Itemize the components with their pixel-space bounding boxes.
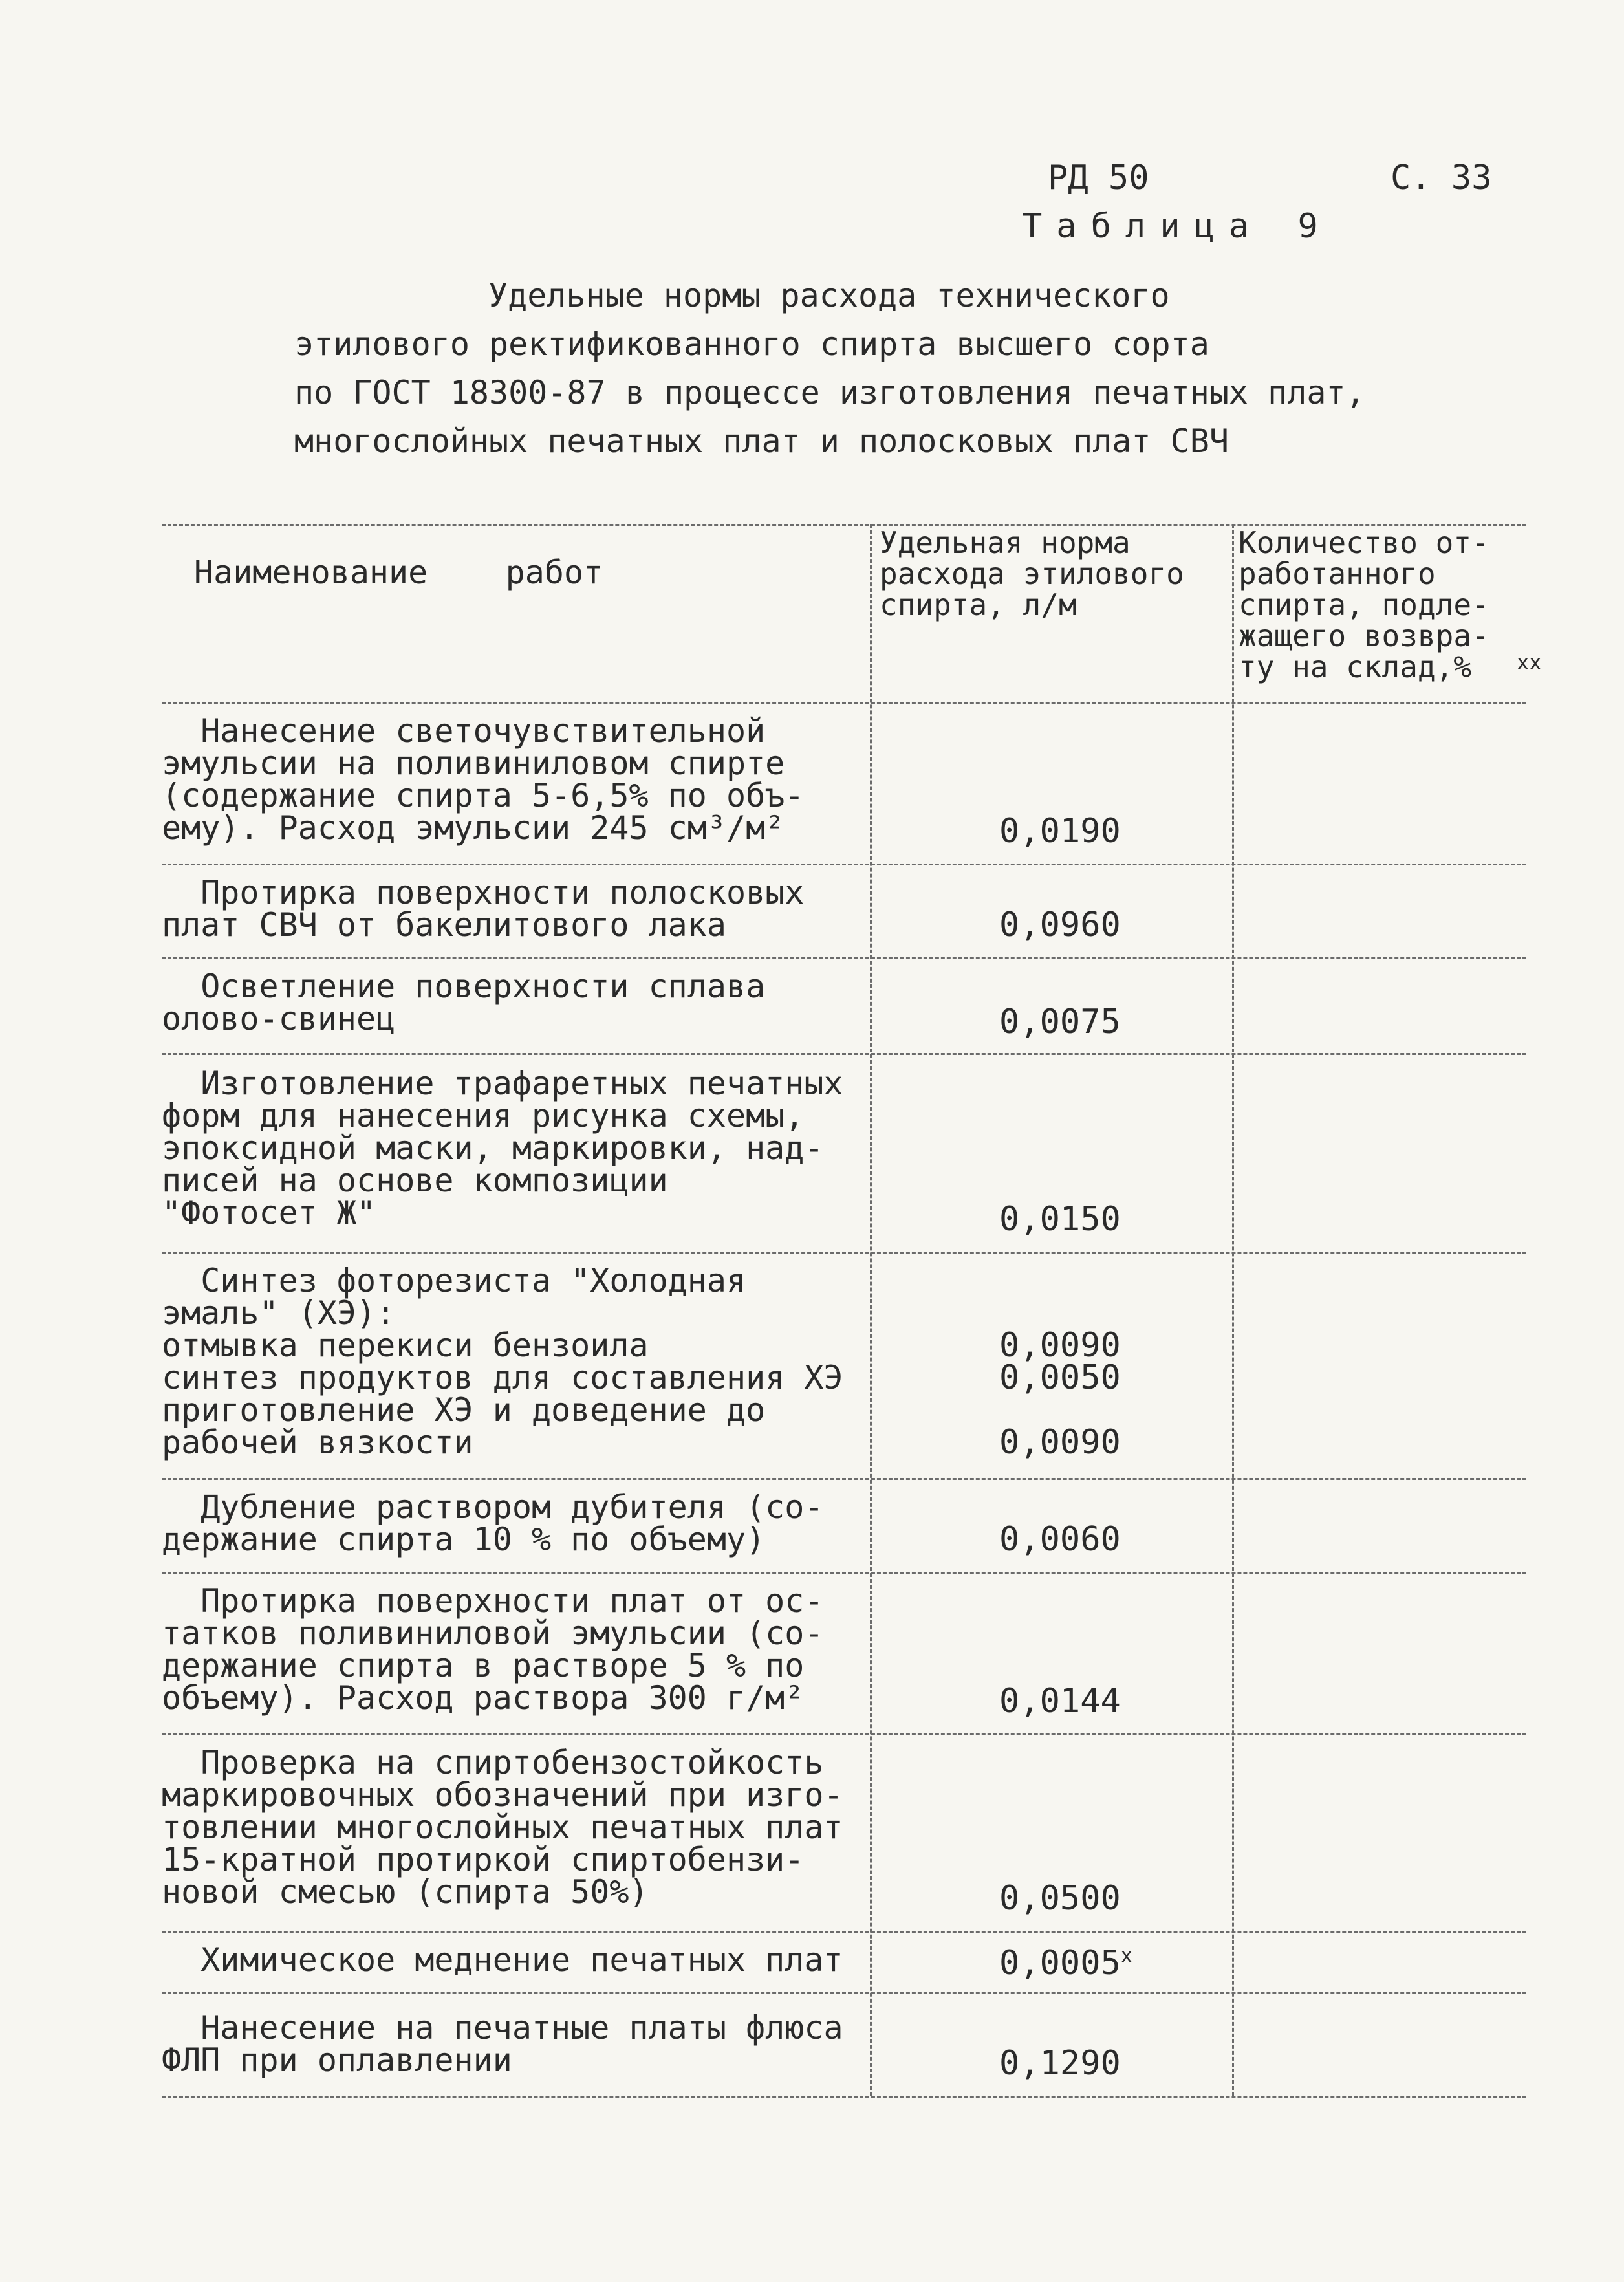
column-divider	[870, 524, 872, 2096]
row-value: 0,0190	[999, 812, 1121, 851]
table-border-bottom	[162, 2096, 1526, 2098]
title-line: многослойных печатных плат и полосковых плат СВЧ	[294, 422, 1229, 460]
row-divider	[162, 1992, 1526, 1994]
row-value: 0,0090	[999, 1423, 1121, 1462]
row-name: Нанесение на печатные платы флюса ФЛП при оплавлении	[162, 2009, 843, 2079]
row-value: 0,0150	[999, 1200, 1121, 1239]
column-header-norm: Удельная норма расхода этилового спирта, л/м	[880, 525, 1184, 622]
row-name: Химическое меднение печатных плат	[162, 1941, 843, 1979]
title-line: Удельные нормы расхода технического	[488, 277, 1170, 314]
footnote-mark: х	[1120, 1944, 1132, 1968]
row-name: Проверка на спиртобензостойкость маркировочных обозначений при изго- товлении многослойных печатных плат 15-кратной протиркой спиртобензи- новой смесью (спирта 50%)	[162, 1744, 843, 1911]
row-divider	[162, 1053, 1526, 1055]
column-divider	[1232, 524, 1234, 2096]
row-value: 0,0144	[999, 1682, 1121, 1721]
document-code: РД 50	[1048, 158, 1149, 197]
header-divider	[162, 702, 1526, 704]
row-name: Синтез фоторезиста "Холодная эмаль" (ХЭ): отмывка перекиси бензоила синтез продуктов для составления ХЭ приготовление ХЭ и доведение до рабочей вязкости	[162, 1262, 843, 1461]
column-header-name: Наименование работ	[194, 554, 603, 591]
row-divider	[162, 1252, 1526, 1254]
row-value-number: 0,0005	[999, 1944, 1121, 1983]
row-divider	[162, 1931, 1526, 1933]
row-name: Изготовление трафаретных печатных форм для нанесения рисунка схемы, эпоксидной маски, маркировки, над- писей на основе композиции "Фотосет Ж"	[162, 1065, 843, 1232]
row-divider	[162, 1572, 1526, 1574]
table-label: Таблица 9	[1022, 207, 1332, 246]
column-header-returned: Количество от- работанного спирта, подле- жащего возвра- ту на склад,%	[1239, 525, 1489, 684]
row-value: 0,0075	[999, 1003, 1121, 1041]
row-value	[999, 1944, 1213, 1983]
table-title	[294, 272, 1458, 466]
title-line: по ГОСТ 18300-87 в процессе изготовления печатных плат,	[294, 374, 1365, 411]
row-divider	[162, 1733, 1526, 1735]
row-name: Протирка поверхности полосковых плат СВЧ от бакелитового лака	[162, 874, 805, 944]
row-divider	[162, 957, 1526, 959]
row-value: 0,0060	[999, 1520, 1121, 1559]
row-divider	[162, 864, 1526, 865]
row-value: 0,0500	[999, 1879, 1121, 1918]
row-name: Протирка поверхности плат от ос- татков поливиниловой эмульсии (со- держание спирта в растворе 5 % по объему). Расход раствора 300 г/м²	[162, 1582, 824, 1717]
title-line: этилового ректификованного спирта высшего сорта	[294, 325, 1209, 363]
row-divider	[162, 1478, 1526, 1480]
column-header-mark: хх	[1517, 650, 1542, 675]
page-number: С. 33	[1391, 158, 1492, 197]
row-value: 0,1290	[999, 2044, 1121, 2083]
row-name: Осветление поверхности сплава олово-свинец	[162, 968, 766, 1038]
row-name: Дубление раствором дубителя (со- держание спирта 10 % по объему)	[162, 1488, 824, 1558]
row-value: 0,0050	[999, 1358, 1121, 1397]
row-value: 0,0960	[999, 906, 1121, 944]
row-name: Нанесение светочувствительной эмульсии на поливиниловом спирте (содержание спирта 5-6,5% по объ- ему). Расход эмульсии 245 см³/м²	[162, 712, 805, 847]
row-value: 0,0090	[999, 1326, 1121, 1365]
